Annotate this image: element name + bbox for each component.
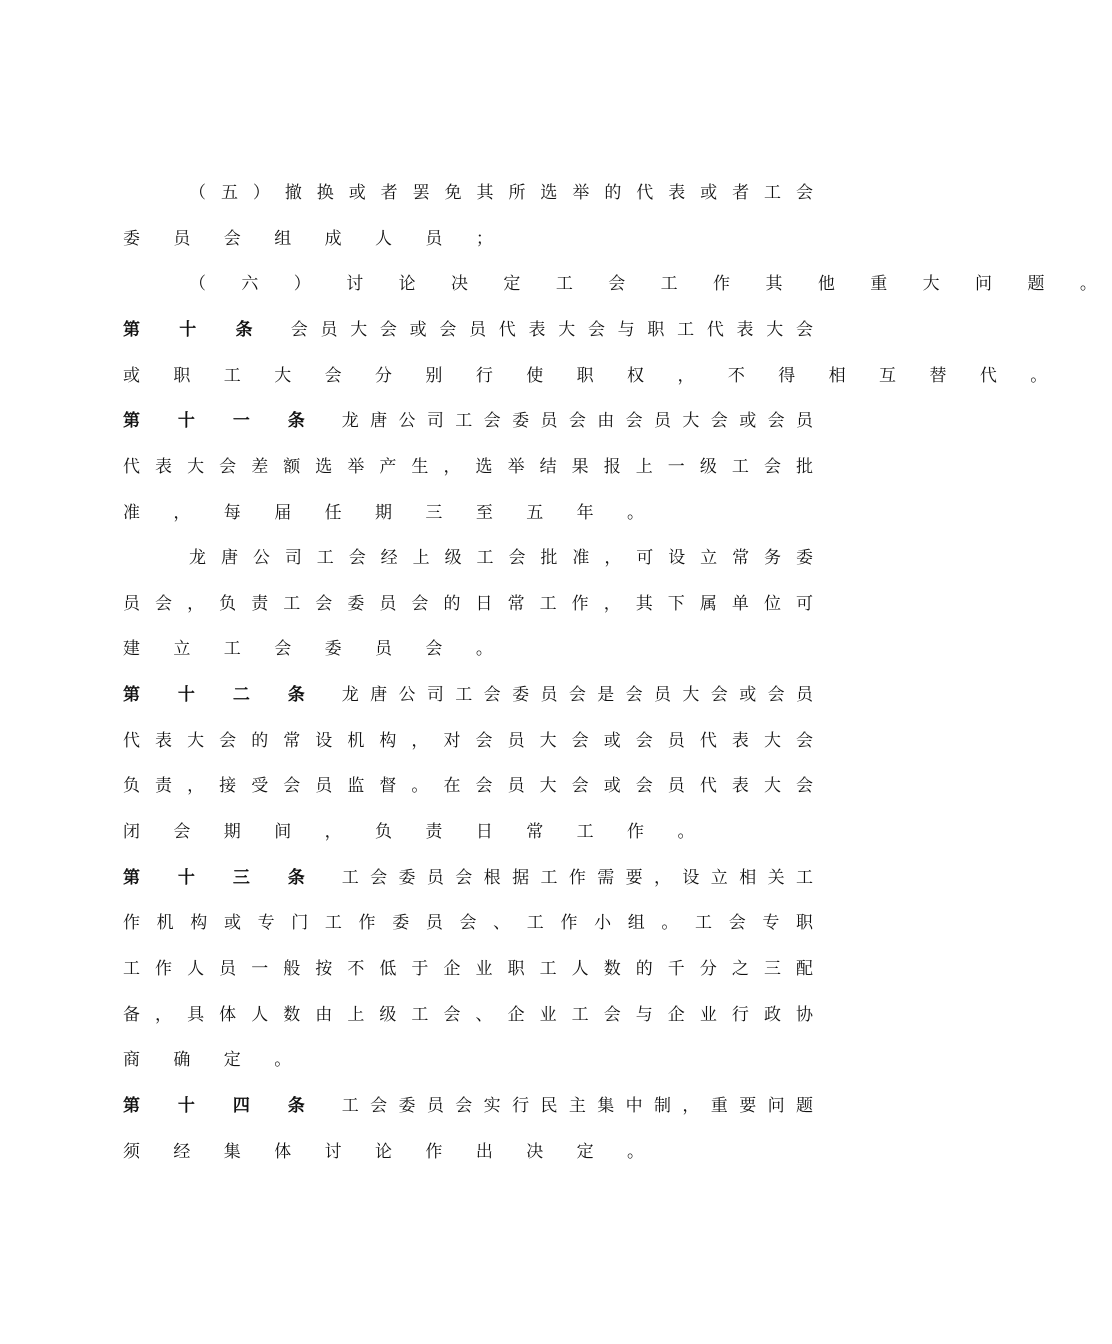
line-text: 工 会 委 员 会 根 据 工 作 需 要 ， 设 立 相 关 工: [338, 868, 813, 888]
line-text: （ 六 ） 讨 论 决 定 工 会 工 作 其 他 重 大 问 题 。: [189, 274, 1112, 294]
paragraph-line: [123, 593, 813, 615]
article-13-heading-line: [123, 867, 813, 889]
paragraph-line-item6: [189, 273, 1112, 295]
line-text: 负 责 ， 接 受 会 员 监 督 。 在 会 员 大 会 或 会 员 代 表 大 会: [123, 776, 813, 796]
paragraph-line: [123, 638, 813, 660]
article-number: 第 十 一 条: [123, 411, 321, 431]
paragraph-line: [123, 775, 813, 797]
line-text: 员 会 ， 负 责 工 会 委 员 会 的 日 常 工 作 ， 其 下 属 单 位 可: [123, 594, 813, 614]
line-text: （ 五 ） 撤 换 或 者 罢 免 其 所 选 举 的 代 表 或 者 工 会: [189, 183, 813, 203]
article-number: 第 十 四 条: [123, 1096, 321, 1116]
paragraph-line: [123, 365, 1062, 387]
paragraph-line: [123, 821, 813, 843]
line-text: 工 会 委 员 会 实 行 民 主 集 中 制 ， 重 要 问 题: [338, 1096, 813, 1116]
paragraph-line: [123, 228, 813, 250]
paragraph-line: [123, 958, 813, 980]
line-text: 龙 唐 公 司 工 会 经 上 级 工 会 批 准 ， 可 设 立 常 务 委: [189, 548, 813, 568]
line-text: 工 作 人 员 一 般 按 不 低 于 企 业 职 工 人 数 的 千 分 之 三 配: [123, 959, 813, 979]
line-text: 备 ， 具 体 人 数 由 上 级 工 会 、 企 业 工 会 与 企 业 行 政 协: [123, 1005, 813, 1025]
article-12-heading-line: [123, 684, 813, 706]
paragraph-line: [123, 1004, 813, 1026]
line-text: 代 表 大 会 差 额 选 举 产 生 ， 选 举 结 果 报 上 一 级 工 会 批: [123, 457, 813, 477]
paragraph-line: [123, 730, 813, 752]
article-number: 第 十 条: [123, 320, 270, 340]
paragraph-line: [123, 912, 813, 934]
line-text: 委 员 会 组 成 人 员 ；: [123, 229, 507, 249]
article-14-heading-line: [123, 1095, 813, 1117]
article-10-heading-line: [123, 319, 813, 341]
paragraph-line: [123, 502, 813, 524]
article-number: 第 十 三 条: [123, 868, 321, 888]
line-text: 闭 会 期 间 ， 负 责 日 常 工 作 。: [123, 822, 709, 842]
line-text: 龙 唐 公 司 工 会 委 员 会 是 会 员 大 会 或 会 员: [338, 685, 813, 705]
line-text: 商 确 定 。: [123, 1050, 306, 1070]
article-11-heading-line: [123, 410, 813, 432]
article-number: 第 十 二 条: [123, 685, 321, 705]
paragraph-line: [123, 456, 813, 478]
line-text: 龙 唐 公 司 工 会 委 员 会 由 会 员 大 会 或 会 员: [338, 411, 813, 431]
line-text: 代 表 大 会 的 常 设 机 构 ， 对 会 员 大 会 或 会 员 代 表 大 会: [123, 731, 813, 751]
line-text: 准 ， 每 届 任 期 三 至 五 年 。: [123, 503, 659, 523]
paragraph-line-item5: [189, 182, 813, 204]
line-text: 作 机 构 或 专 门 工 作 委 员 会 、 工 作 小 组 。 工 会 专 职: [123, 913, 813, 933]
line-text: 会 员 大 会 或 会 员 代 表 大 会 与 职 工 代 表 大 会: [287, 320, 813, 340]
line-text: 或 职 工 大 会 分 别 行 使 职 权 ， 不 得 相 互 替 代 。: [123, 366, 1062, 386]
line-text: 建 立 工 会 委 员 会 。: [123, 639, 507, 659]
line-text: 须 经 集 体 讨 论 作 出 决 定 。: [123, 1142, 659, 1162]
paragraph-line: [189, 547, 813, 569]
paragraph-line: [123, 1049, 813, 1071]
paragraph-line: [123, 1141, 813, 1163]
